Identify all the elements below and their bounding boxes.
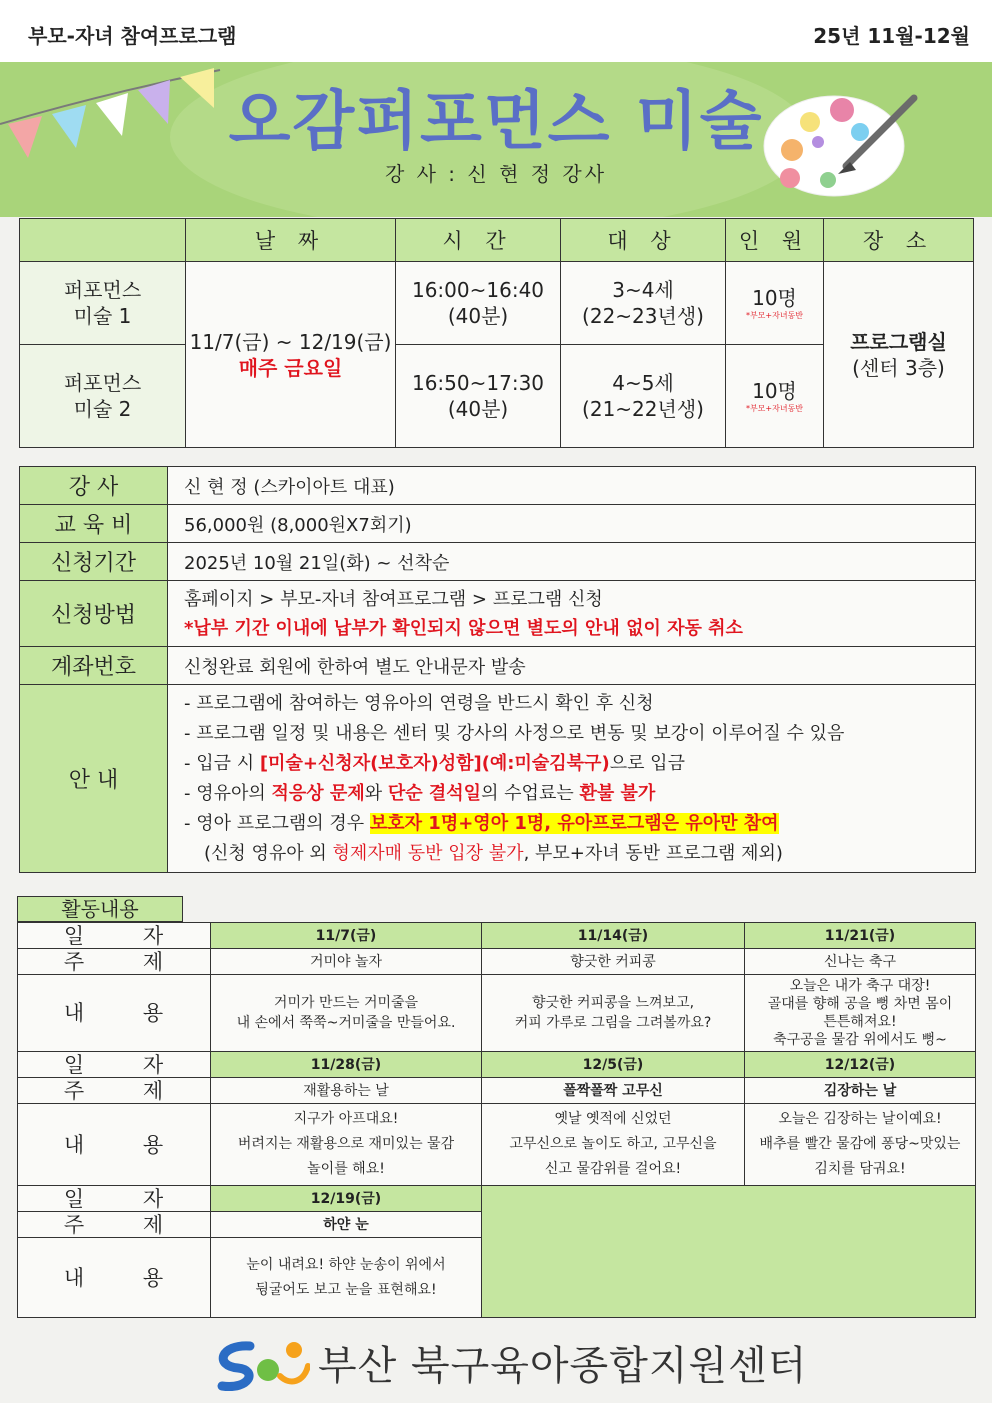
instructor-subtitle: 강 사 : 신 현 정 강사 (384, 162, 608, 186)
center-name: 부산 북구육아종합지원센터 (318, 1343, 808, 1389)
notice-emphasis: [미술+신청자(보호자)성함](예:미술김북구) (259, 752, 610, 774)
schedule-corner (20, 219, 186, 262)
apply-method-label: 신청방법 (20, 581, 168, 647)
notice-text: (신청 영유아 외 (204, 842, 333, 864)
session-theme: 거미야 놀자 (211, 949, 482, 975)
notice-line (184, 779, 975, 809)
info-row (20, 685, 976, 873)
content-row (18, 975, 976, 1052)
notice-label: 안 내 (20, 685, 168, 873)
place-cell (824, 262, 974, 448)
notice-text: - 영유아의 (184, 782, 272, 804)
top-bar (0, 0, 992, 62)
capacity-value: 10명 (752, 286, 797, 310)
page-title: 오감퍼포먼스 미술 (228, 85, 764, 159)
info-row (20, 467, 976, 505)
session-content (211, 1238, 482, 1318)
program-name-line: 퍼포먼스 (63, 278, 142, 302)
date-label: 일 자 (18, 1186, 211, 1212)
content-line: 향긋한 커피콩을 느껴보고, (531, 995, 695, 1011)
theme-label: 주 제 (18, 1212, 211, 1238)
target-age: 4~5세 (612, 371, 674, 395)
date-range-cell (186, 262, 396, 448)
header-date: 날 짜 (186, 219, 396, 262)
place-floor: (센터 3층) (852, 355, 945, 380)
session-theme: 김장하는 날 (745, 1078, 976, 1104)
notice-emphasis: 환불 불가 (579, 782, 656, 804)
fee-label: 교 육 비 (20, 505, 168, 543)
notice-text: 와 (364, 782, 388, 804)
session-content (211, 1104, 482, 1186)
schedule-table (19, 218, 974, 448)
date-label: 일 자 (18, 1052, 211, 1078)
content-line: 튼튼해져요! (823, 1014, 897, 1030)
program-name-line: 미술 1 (73, 304, 132, 328)
program-name-line: 미술 2 (73, 397, 132, 421)
target-birth-year: (21~22년생) (582, 397, 704, 421)
session-theme: 재활용하는 날 (211, 1078, 482, 1104)
content-line: 신고 물감위를 걸어요! (544, 1161, 682, 1177)
activities-table (17, 922, 976, 1318)
theme-label: 주 제 (18, 949, 211, 975)
session-theme: 하얀 눈 (211, 1212, 482, 1238)
content-line: 축구공을 물감 위에서도 뻥~ (773, 1032, 947, 1048)
content-line: 고무신으로 놀이도 하고, 고무신을 (509, 1136, 717, 1152)
program-period: 25년 11월-12월 (813, 24, 970, 48)
session-date: 11/7(금) (211, 923, 482, 949)
info-row (20, 647, 976, 685)
session-content (211, 975, 482, 1052)
apply-method-cell (168, 581, 976, 647)
session-content (745, 1104, 976, 1186)
time-cell (396, 262, 561, 345)
session-date: 12/12(금) (745, 1052, 976, 1078)
content-label: 내 용 (18, 1238, 211, 1318)
target-cell (561, 345, 726, 448)
info-table (19, 466, 976, 873)
account-label: 계좌번호 (20, 647, 168, 685)
target-birth-year: (22~23년생) (582, 304, 704, 328)
duration-value: (40분) (447, 304, 509, 328)
apply-period-value: 2025년 10월 21일(화) ~ 선착순 (168, 543, 976, 581)
notice-line: - 프로그램에 참여하는 영유아의 연령을 반드시 확인 후 신청 (184, 692, 654, 714)
schedule-row (20, 262, 974, 345)
capacity-cell (726, 262, 824, 345)
content-label: 내 용 (18, 975, 211, 1052)
content-line: 뒹굴어도 보고 눈을 표현해요! (255, 1281, 437, 1298)
content-line: 눈이 내려요! 하얀 눈송이 위에서 (246, 1256, 446, 1273)
session-date: 11/21(금) (745, 923, 976, 949)
notice-line (184, 839, 975, 869)
session-theme: 폴짝폴짝 고무신 (482, 1078, 745, 1104)
instructor-label: 강 사 (20, 467, 168, 505)
center-logo-icon (210, 1336, 310, 1392)
session-date: 12/5(금) (482, 1052, 745, 1078)
fee-value: 56,000원 (8,000원X7회기) (168, 505, 976, 543)
content-line: 오늘은 내가 축구 대장! (789, 978, 931, 994)
program-name (20, 262, 186, 345)
account-value: 신청완료 회원에 한하여 별도 안내문자 발송 (168, 647, 976, 685)
target-age: 3~4세 (612, 278, 674, 302)
content-line: 커피 가루로 그림을 그려볼까요? (514, 1015, 712, 1031)
activities-label: 활동내용 (17, 896, 183, 922)
date-range: 11/7(금) ~ 12/19(금) (189, 329, 392, 354)
session-date: 11/14(금) (482, 923, 745, 949)
date-note: 매주 금요일 (238, 355, 343, 380)
theme-row (18, 949, 976, 975)
notice-line: - 프로그램 일정 및 내용은 센터 및 강사의 사정으로 변동 및 보강이 이루어질 수 있음 (184, 722, 845, 744)
footer (0, 1330, 992, 1403)
session-date: 11/28(금) (211, 1052, 482, 1078)
header-capacity: 인 원 (726, 219, 824, 262)
notice-emphasis: 단순 결석일 (387, 782, 482, 804)
duration-value: (40분) (447, 397, 509, 421)
session-content (482, 975, 745, 1052)
content-line: 지구가 아프대요! (293, 1111, 399, 1127)
content-line: 거미가 만드는 거미줄을 (273, 995, 419, 1011)
program-name-line: 퍼포먼스 (63, 371, 142, 395)
content-line: 옛날 옛적에 신었던 (554, 1111, 672, 1127)
content-line: 골대를 향해 공을 뻥 차면 몸이 (767, 996, 953, 1012)
session-content (482, 1104, 745, 1186)
session-theme: 신나는 축구 (745, 949, 976, 975)
instructor-value: 신 현 정 (스카이아트 대표) (168, 467, 976, 505)
time-value: 16:00~16:40 (411, 278, 545, 302)
notice-emphasis: 형제자매 동반 입장 불가 (332, 842, 524, 864)
header-time: 시 간 (396, 219, 561, 262)
schedule-header-row (20, 219, 974, 262)
program-name (20, 345, 186, 448)
time-value: 16:50~17:30 (411, 371, 545, 395)
date-row (18, 923, 976, 949)
info-row (20, 505, 976, 543)
content-line: 내 손에서 쭉쭉~거미줄을 만들어요. (236, 1015, 456, 1031)
content-label: 내 용 (18, 1104, 211, 1186)
content-line: 놀이를 해요! (307, 1161, 385, 1177)
date-row (18, 1186, 976, 1212)
theme-row (18, 1078, 976, 1104)
capacity-note: *부모+자녀동반 (745, 404, 804, 413)
program-type: 부모-자녀 참여프로그램 (28, 24, 237, 48)
capacity-cell (726, 345, 824, 448)
place-name: 프로그램실 (850, 329, 947, 354)
time-cell (396, 345, 561, 448)
notice-text: 의 수업료는 (481, 782, 580, 804)
header-place: 장 소 (824, 219, 974, 262)
session-content (745, 975, 976, 1052)
session-theme: 향긋한 커피콩 (482, 949, 745, 975)
info-row (20, 581, 976, 647)
capacity-value: 10명 (752, 379, 797, 403)
notice-emphasis: 적응상 문제 (271, 782, 365, 804)
theme-label: 주 제 (18, 1078, 211, 1104)
content-line: 오늘은 김장하는 날이예요! (778, 1111, 942, 1127)
notice-line (184, 809, 975, 839)
target-cell (561, 262, 726, 345)
apply-method-value: 홈페이지 > 부모-자녀 참여프로그램 > 프로그램 신청 (184, 588, 603, 610)
date-label: 일 자 (18, 923, 211, 949)
empty-cell (482, 1186, 976, 1318)
notice-cell (168, 685, 976, 873)
date-row (18, 1052, 976, 1078)
notice-text: , 부모+자녀 동반 프로그램 제외) (523, 842, 783, 864)
content-line: 버려지는 재활용으로 재미있는 물감 (237, 1136, 455, 1152)
info-row (20, 543, 976, 581)
apply-period-label: 신청기간 (20, 543, 168, 581)
notice-highlight: 보호자 1명+영아 1명, 유아프로그램은 유아만 참여 (369, 812, 779, 834)
notice-line (184, 749, 975, 779)
content-line: 김치를 담궈요! (814, 1161, 906, 1177)
apply-method-warning: *납부 기간 이내에 납부가 확인되지 않으면 별도의 안내 없이 자동 취소 (184, 617, 743, 639)
capacity-note: *부모+자녀동반 (745, 311, 804, 320)
session-date: 12/19(금) (211, 1186, 482, 1212)
notice-text: 으로 입금 (609, 752, 685, 774)
notice-text: - 영아 프로그램의 경우 (184, 812, 370, 834)
notice-text: - 입금 시 (184, 752, 260, 774)
content-row (18, 1104, 976, 1186)
content-line: 배추를 빨간 물감에 퐁당~맛있는 (759, 1136, 961, 1152)
header-target: 대 상 (561, 219, 726, 262)
